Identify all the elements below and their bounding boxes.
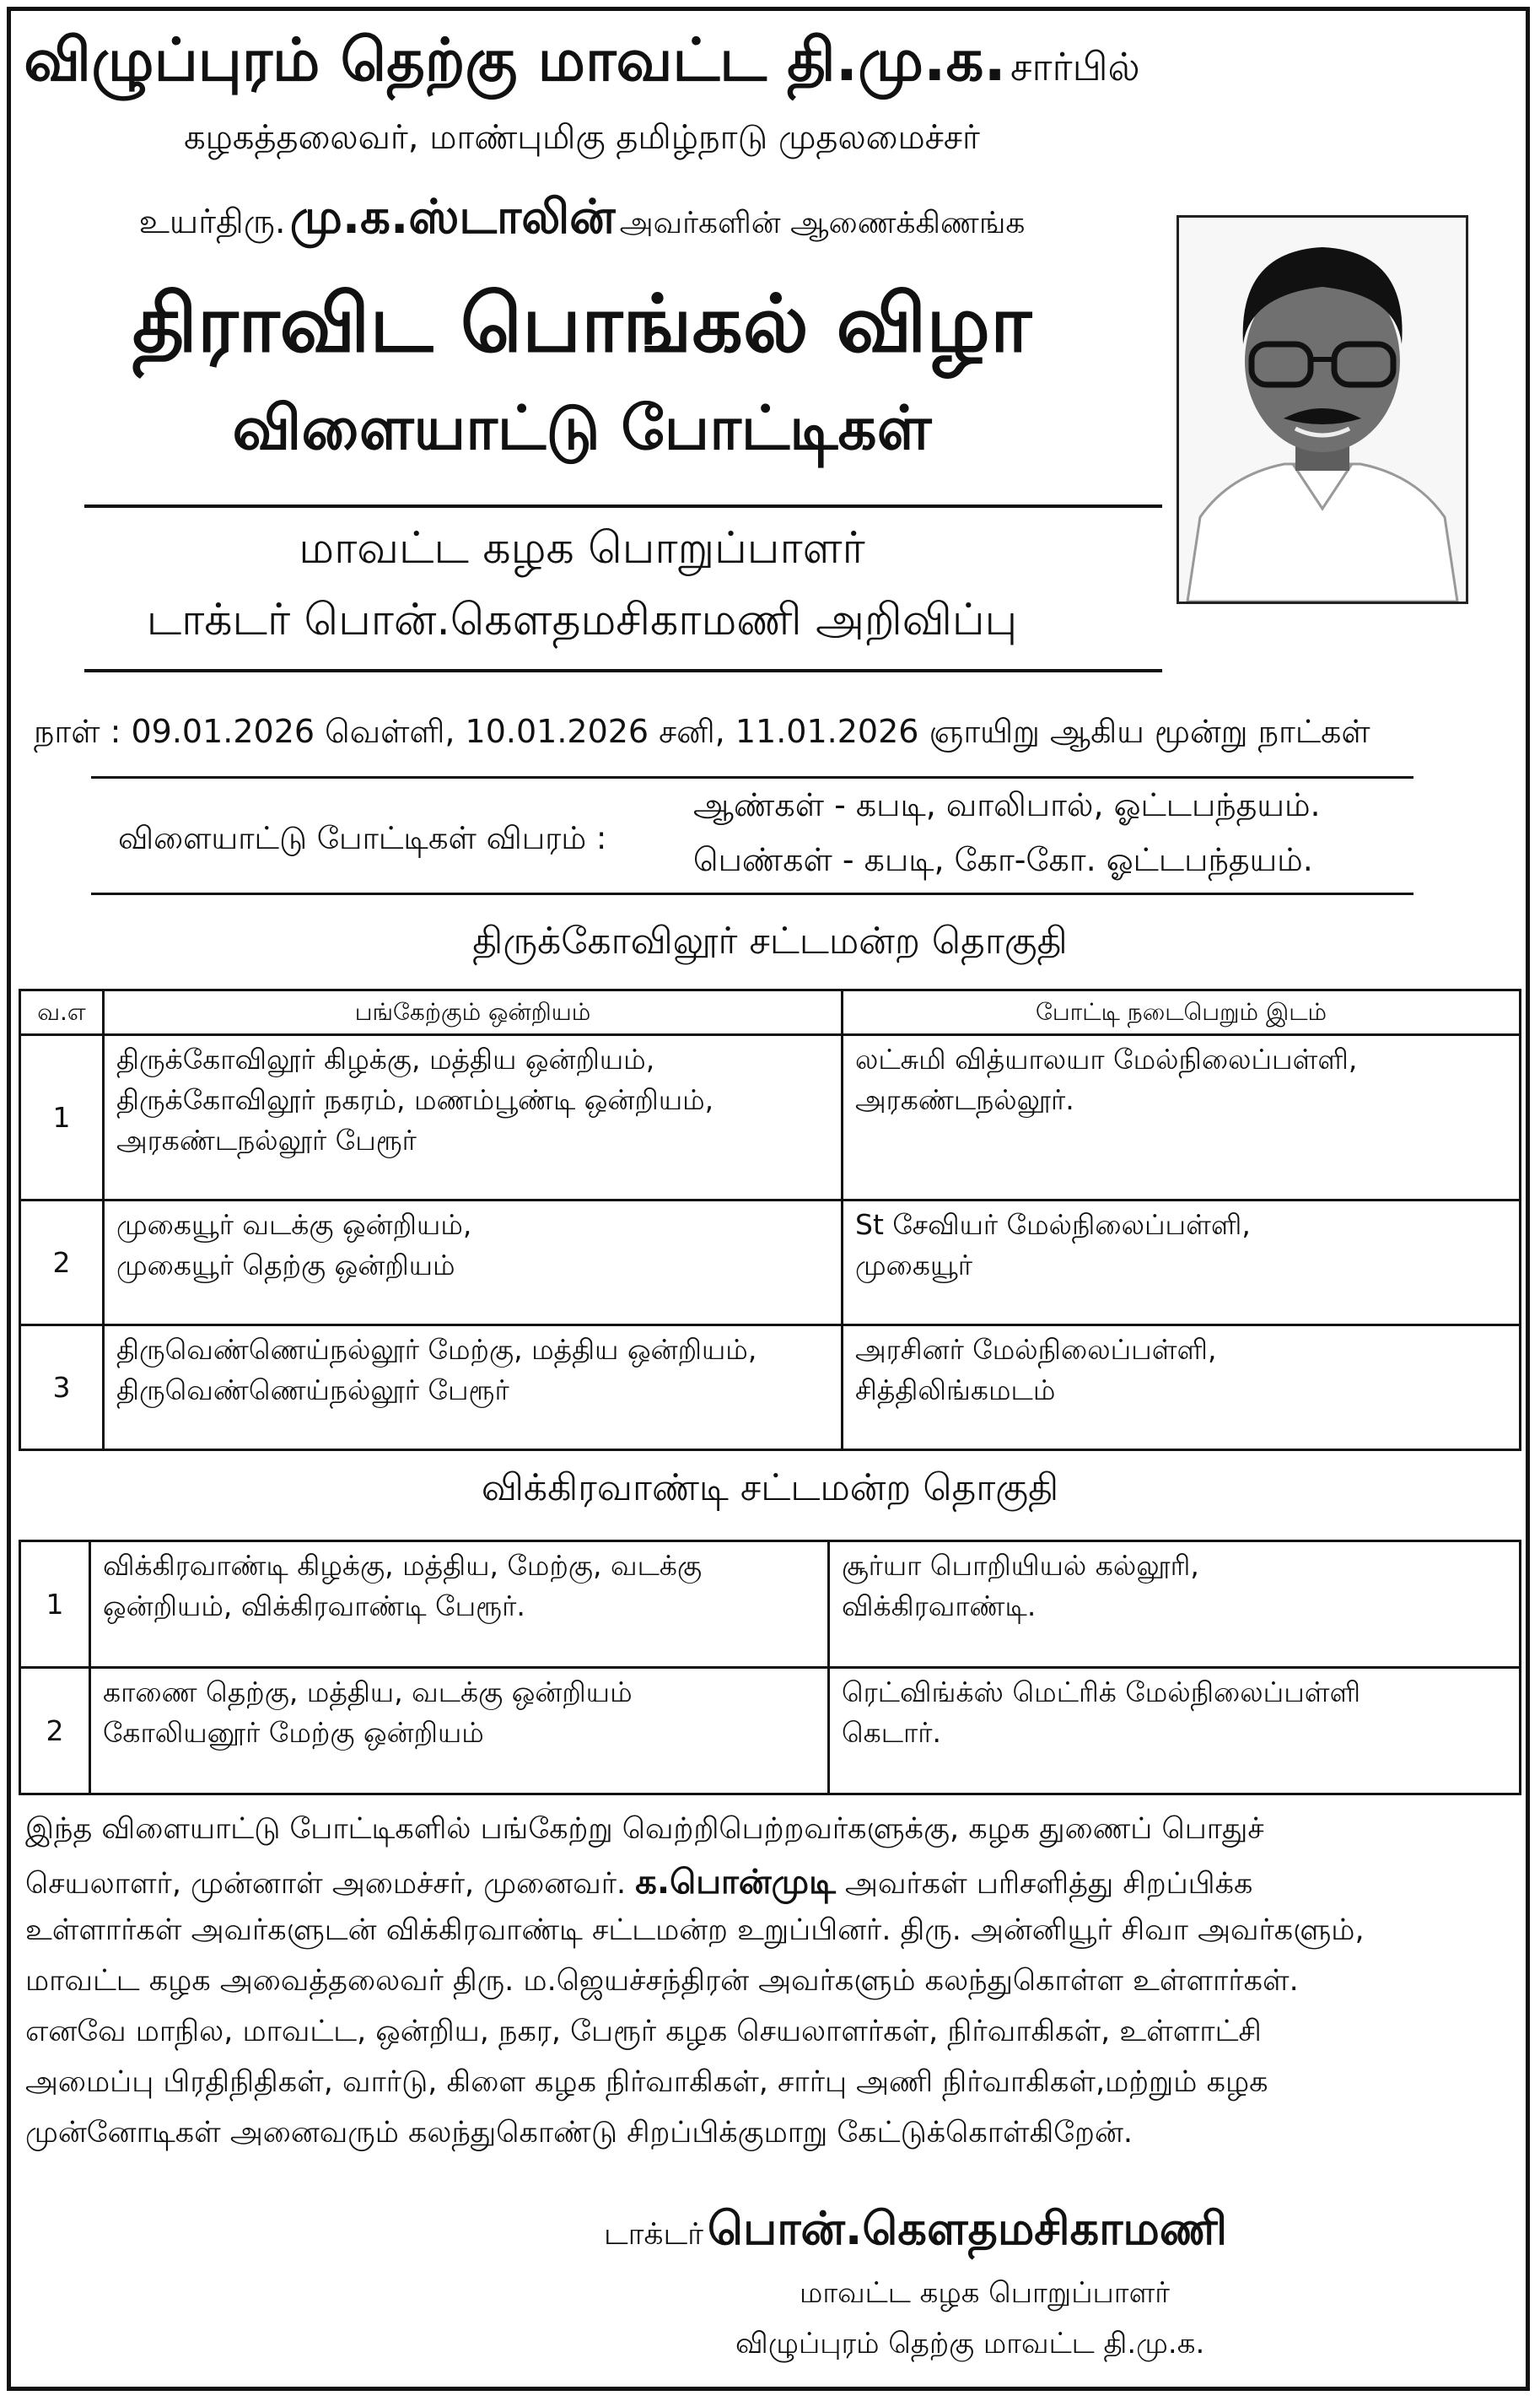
unions-line: அரகண்டநல்லூர் பேரூர் xyxy=(116,1124,417,1157)
signature-prefix: டாக்டர் xyxy=(604,2217,703,2252)
schedule-table xyxy=(19,1540,1521,1795)
honorific: உயர்திரு. xyxy=(138,202,286,241)
unions-line: திருக்கோவிலூர் கிழக்கு, மத்திய ஒன்றியம், xyxy=(116,1043,655,1076)
person-icon xyxy=(1179,218,1466,602)
body-line: இந்த விளையாட்டு போட்டிகளில் பங்கேற்று வெற்றிபெற்றவர்களுக்கு, கழக துணைப் பொதுச் xyxy=(25,1812,1264,1846)
header-line-1 xyxy=(0,25,1164,105)
venue-line: கெடார். xyxy=(842,1716,942,1749)
table-row xyxy=(20,1668,1521,1794)
row-number: 1 xyxy=(20,1035,104,1200)
venue-line: சித்திலிங்கமடம் xyxy=(855,1373,1056,1406)
unions-cell xyxy=(104,1200,843,1325)
body-line xyxy=(25,1863,1510,1906)
unions-line: ஒன்றியம், விக்கிரவாண்டி பேரூர். xyxy=(103,1589,525,1622)
venue-line: ரெட்விங்க்ஸ் மெட்ரிக் மேல்நிலைப்பள்ளி xyxy=(842,1675,1361,1708)
games-women: பெண்கள் - கபடி, கோ-கோ. ஓட்டபந்தயம். xyxy=(693,841,1313,878)
row-number: 2 xyxy=(20,1200,104,1325)
unions-line: திருவெண்ணெய்நல்லூர் பேரூர் xyxy=(116,1373,509,1406)
organizer-name: விழுப்புரம் தெற்கு மாவட்ட தி.மு.க. xyxy=(24,25,1006,94)
header-venue: போட்டி நடைபெறும் இடம் xyxy=(843,990,1521,1035)
row-number: 3 xyxy=(20,1325,104,1450)
signature-name: பொன்.கௌதமசிகாமணி xyxy=(708,2202,1228,2255)
unions-line: விக்கிரவாண்டி கிழக்கு, மத்திய, மேற்கு, வடக்கு xyxy=(103,1549,703,1582)
table-header-row xyxy=(20,990,1521,1035)
venue-line: அரசினர் மேல்நிலைப்பள்ளி, xyxy=(855,1333,1217,1366)
venue-cell xyxy=(829,1668,1521,1794)
header-line-2: கழகத்தலைவர், மாண்புமிகு தமிழ்நாடு முதலமைச்சர் xyxy=(184,118,980,157)
row-number: 1 xyxy=(20,1541,90,1668)
announcer-line: டாக்டர் பொன்.கௌதமசிகாமணி அறிவிப்பு xyxy=(146,595,1018,645)
venue-line: லட்சுமி வித்யாலயா மேல்நிலைப்பள்ளி, xyxy=(855,1043,1358,1076)
header-unions: பங்கேற்கும் ஒன்றியம் xyxy=(104,990,843,1035)
table-row xyxy=(20,1035,1521,1200)
body-line: எனவே மாநில, மாவட்ட, ஒன்றிய, நகர, பேரூர் கழக செயலாளர்கள், நிர்வாகிகள், உள்ளாட்சி xyxy=(25,2015,1262,2048)
table-row xyxy=(20,1325,1521,1450)
unions-cell xyxy=(90,1668,829,1794)
event-title: திராவிட பொங்கல் விழா xyxy=(132,278,1032,370)
venue-cell xyxy=(829,1541,1521,1668)
games-label: விளையாட்டு போட்டிகள் விபரம் : xyxy=(118,820,607,856)
constituency-title: விக்கிரவாண்டி சட்டமன்ற தொகுதி xyxy=(481,1466,1059,1509)
body-line: அமைப்பு பிரதிநிதிகள், வார்டு, கிளை கழக நிர்வாகிகள், சார்பு அணி நிர்வாகிகள்,மற்றும் கழக xyxy=(25,2065,1268,2099)
divider xyxy=(84,669,1162,672)
venue-cell xyxy=(843,1200,1521,1325)
body-text: அவர்கள் பரிசளித்து சிறப்பிக்க xyxy=(845,1867,1253,1901)
header-line-3 xyxy=(0,190,1164,251)
divider xyxy=(84,504,1162,508)
organizer-suffix: சார்பில் xyxy=(1010,44,1140,89)
unions-cell xyxy=(90,1541,829,1668)
venue-line: விக்கிரவாண்டி. xyxy=(842,1589,1037,1622)
unions-line: கோலியனூர் மேற்கு ஒன்றியம் xyxy=(103,1716,484,1749)
body-line: மாவட்ட கழக அவைத்தலைவர் திரு. ம.ஜெயச்சந்திரன் அவர்களும் கலந்துகொள்ள உள்ளார்கள். xyxy=(25,1964,1299,1998)
portrait-photo xyxy=(1177,215,1468,604)
venue-line: சூர்யா பொறியியல் கல்லூரி, xyxy=(842,1549,1199,1582)
header-sno: வ.எ xyxy=(20,990,104,1035)
unions-cell xyxy=(104,1035,843,1200)
venue-line: முகையூர் xyxy=(855,1249,972,1281)
divider xyxy=(91,893,1413,895)
body-text: செயலாளர், முன்னாள் அமைச்சர், முனைவர். xyxy=(25,1867,627,1901)
body-line: உள்ளார்கள் அவர்களுடன் விக்கிரவாண்டி சட்டமன்ற உறுப்பினர். திரு. அன்னியூர் சிவா அவர்களும், xyxy=(25,1913,1365,1947)
unions-line: திருக்கோவிலூர் நகரம், மணம்பூண்டி ஒன்றியம், xyxy=(116,1083,714,1116)
announcer-role: மாவட்ட கழக பொறுப்பாளர் xyxy=(299,523,865,574)
signature-name-line xyxy=(604,2202,1227,2262)
row-number: 2 xyxy=(20,1668,90,1794)
schedule-table xyxy=(19,989,1521,1451)
table-row xyxy=(20,1541,1521,1668)
guest-name: க.பொன்முடி xyxy=(635,1863,836,1902)
venue-cell xyxy=(843,1325,1521,1450)
constituency-title: திருக்கோவிலூர் சட்டமன்ற தொகுதி xyxy=(472,920,1068,963)
venue-line: அரகண்டநல்லூர். xyxy=(855,1083,1074,1116)
unions-line: முகையூர் தெற்கு ஒன்றியம் xyxy=(116,1249,455,1281)
unions-cell xyxy=(104,1325,843,1450)
games-men: ஆண்கள் - கபடி, வாலிபால், ஓட்டபந்தயம். xyxy=(693,786,1321,823)
signature-org: விழுப்புரம் தெற்கு மாவட்ட தி.மு.க. xyxy=(735,2327,1205,2361)
venue-cell xyxy=(843,1035,1521,1200)
chief-minister-name: மு.க.ஸ்டாலின் xyxy=(289,190,616,245)
body-line: முன்னோடிகள் அனைவரும் கலந்துகொண்டு சிறப்பிக்குமாறு கேட்டுக்கொள்கிறேன். xyxy=(25,2116,1133,2150)
event-dates: நாள் : 09.01.2026 வெள்ளி, 10.01.2026 சனி, 11.01.2026 ஞாயிறு ஆகிய மூன்று நாட்கள் xyxy=(34,713,1370,750)
divider xyxy=(91,776,1413,779)
unions-line: திருவெண்ணெய்நல்லூர் மேற்கு, மத்திய ஒன்றியம், xyxy=(116,1333,757,1366)
signature-role: மாவட்ட கழக பொறுப்பாளர் xyxy=(800,2276,1171,2310)
unions-line: காணை தெற்கு, மத்திய, வடக்கு ஒன்றியம் xyxy=(103,1675,633,1708)
unions-line: முகையூர் வடக்கு ஒன்றியம், xyxy=(116,1208,472,1241)
order-text: அவர்களின் ஆணைக்கிணங்க xyxy=(619,206,1026,240)
table-row xyxy=(20,1200,1521,1325)
venue-line: St சேவியர் மேல்நிலைப்பள்ளி, xyxy=(855,1208,1251,1241)
event-subtitle: விளையாட்டு போட்டிகள் xyxy=(232,392,932,463)
